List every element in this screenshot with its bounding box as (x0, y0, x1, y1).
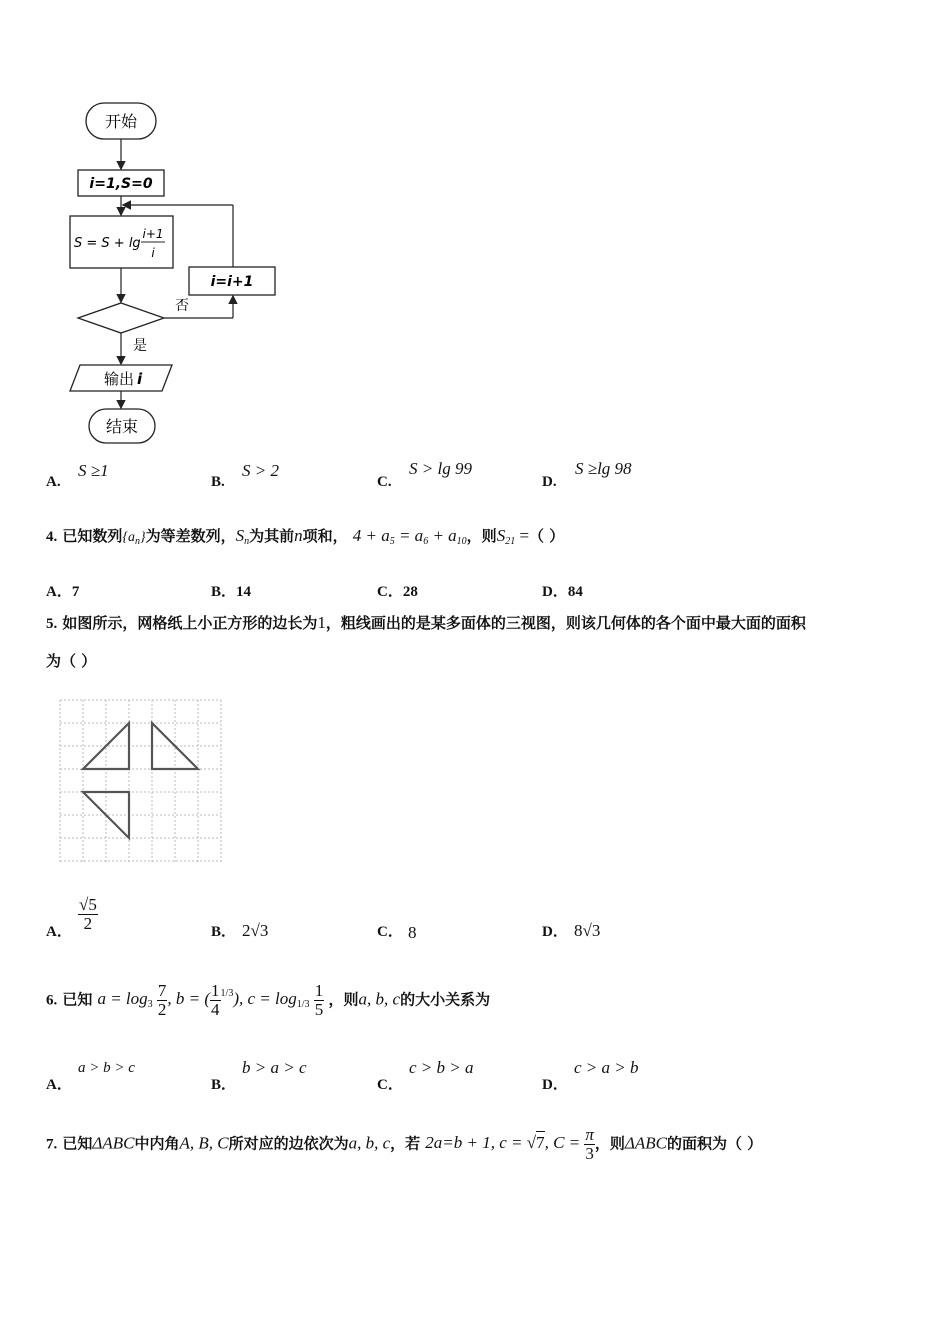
q3-option-d-text: S ≥lg 98 (575, 459, 632, 478)
q4-option-c: C．28 (377, 584, 418, 600)
q7-text-5: ，则 (594, 1134, 625, 1153)
q6-text-3: 的大小关系为 (400, 990, 491, 1009)
q3-option-a-text: S ≥1 (78, 461, 109, 480)
end-label: 结束 (105, 417, 139, 436)
q5-option-a-label: A． (46, 924, 72, 940)
q4-s21: $S_{21}$ = (496, 526, 530, 547)
q7-text-4: ，若 (390, 1134, 421, 1153)
q7-text-2: 中内角 (134, 1134, 180, 1153)
update-lhs: S = S + lg (74, 236, 141, 251)
q3-option-d-label: D. (542, 474, 557, 490)
question-5 (46, 612, 916, 633)
q3-option-b-text: S > 2 (242, 461, 279, 480)
q6-option-a-label: A． (46, 1077, 72, 1093)
q4-text-4: 项和， (302, 527, 348, 545)
q6-option-a-text: a > b > c (78, 1060, 135, 1076)
output-var: i (137, 370, 143, 388)
q5-option-c-label: C． (377, 924, 403, 940)
q7-text-3: 所对应的边依次为 (228, 1134, 349, 1153)
three-view-figure (57, 697, 225, 865)
init-label: i=1,S=0 (89, 176, 153, 192)
no-label: 否 (175, 298, 189, 314)
q4-sn: $S_n$ (235, 526, 250, 547)
output-prefix: 输出 (104, 370, 135, 388)
q3-option-c-label: C. (377, 474, 392, 490)
q7-triangle-2: ΔABC (624, 1133, 668, 1153)
increment-label: i=i+1 (210, 274, 254, 290)
q4-equation: $4 + a_5 = a_6 + a_{10}$ (352, 526, 467, 547)
q6-option-b-label: B． (211, 1077, 237, 1093)
q7-text-1: 已知 (62, 1134, 93, 1153)
update-den: i (151, 246, 155, 260)
q4-an: $\{a_n\}$ (122, 530, 146, 547)
decision-diamond (78, 303, 164, 333)
q6-option-c-label: C． (377, 1077, 403, 1093)
q4-option-b: B．14 (211, 584, 252, 600)
q3-option-b-label: B. (211, 474, 225, 490)
start-label: 开始 (104, 112, 138, 131)
q5-one: 1 (317, 613, 326, 632)
q5-option-a-fraction: $\frac{√5}{2}$ (79, 895, 97, 933)
q4-text-2: 为等差数列， (145, 527, 236, 545)
question-6 (46, 982, 490, 1019)
q7-triangle: ΔABC (92, 1133, 135, 1153)
q6-text-1: 已知 (62, 990, 93, 1009)
q5-text-3: 为（ ） (46, 652, 97, 670)
question-7 (46, 1126, 762, 1163)
q4-n: n (294, 526, 303, 545)
q3-option-a-label: A. (46, 474, 61, 490)
q6-definitions: $a = \log_3$ $\frac{7}{2}$ , b = ( $\frac{1}{4}$ $^{1/3}$), $c = \log_{1/3}$ $\frac{1}{5}$ (97, 981, 324, 1019)
q5-option-b-label: B． (211, 924, 237, 940)
q6-vars: a, b, c (358, 989, 401, 1009)
q5-option-b-text: 2√3 (242, 921, 269, 940)
q5-option-c-text: 8 (408, 923, 417, 942)
question-4 (46, 525, 564, 547)
q3-option-c-text: S > lg 99 (409, 459, 472, 478)
update-num: i+1 (142, 227, 164, 241)
q6-option-d-text: c > a > b (574, 1058, 639, 1077)
q6-option-c-text: c > b > a (409, 1058, 474, 1077)
q4-text-5: ，则 (466, 527, 497, 545)
q4-paren: （ ） (529, 527, 565, 545)
q5-option-d-label: D． (542, 924, 568, 940)
q6-option-d-label: D． (542, 1077, 568, 1093)
q7-sides: a, b, c (348, 1133, 391, 1153)
q5-option-d-text: 8√3 (574, 921, 601, 940)
q7-number: 7. (46, 1136, 58, 1153)
q7-angles: A, B, C (179, 1133, 229, 1153)
flowchart (60, 95, 290, 450)
q7-condition: 2a=b + 1, c = √7, C = $\frac{\pi}{3}$ (425, 1125, 594, 1163)
q6-text-2: ，则 (328, 990, 359, 1009)
q4-text-3: 为其前 (249, 527, 295, 545)
q5-text-1: 如图所示，网格纸上小正方形的边长为 (62, 614, 318, 632)
q7-text-6: 的面积为（ ） (667, 1134, 763, 1153)
q4-text-1: 已知数列 (62, 527, 123, 545)
q5-number: 5. (46, 616, 58, 632)
q6-option-b-text: b > a > c (242, 1058, 307, 1077)
q4-option-a: A．7 (46, 584, 80, 600)
q5-text-2: ，粗线画出的是某多面体的三视图，则该几何体的各个面中最大面的面积 (325, 614, 806, 632)
q4-number: 4. (46, 529, 58, 545)
q4-option-d: D．84 (542, 584, 583, 600)
yes-label: 是 (133, 338, 147, 354)
q6-number: 6. (46, 992, 58, 1009)
